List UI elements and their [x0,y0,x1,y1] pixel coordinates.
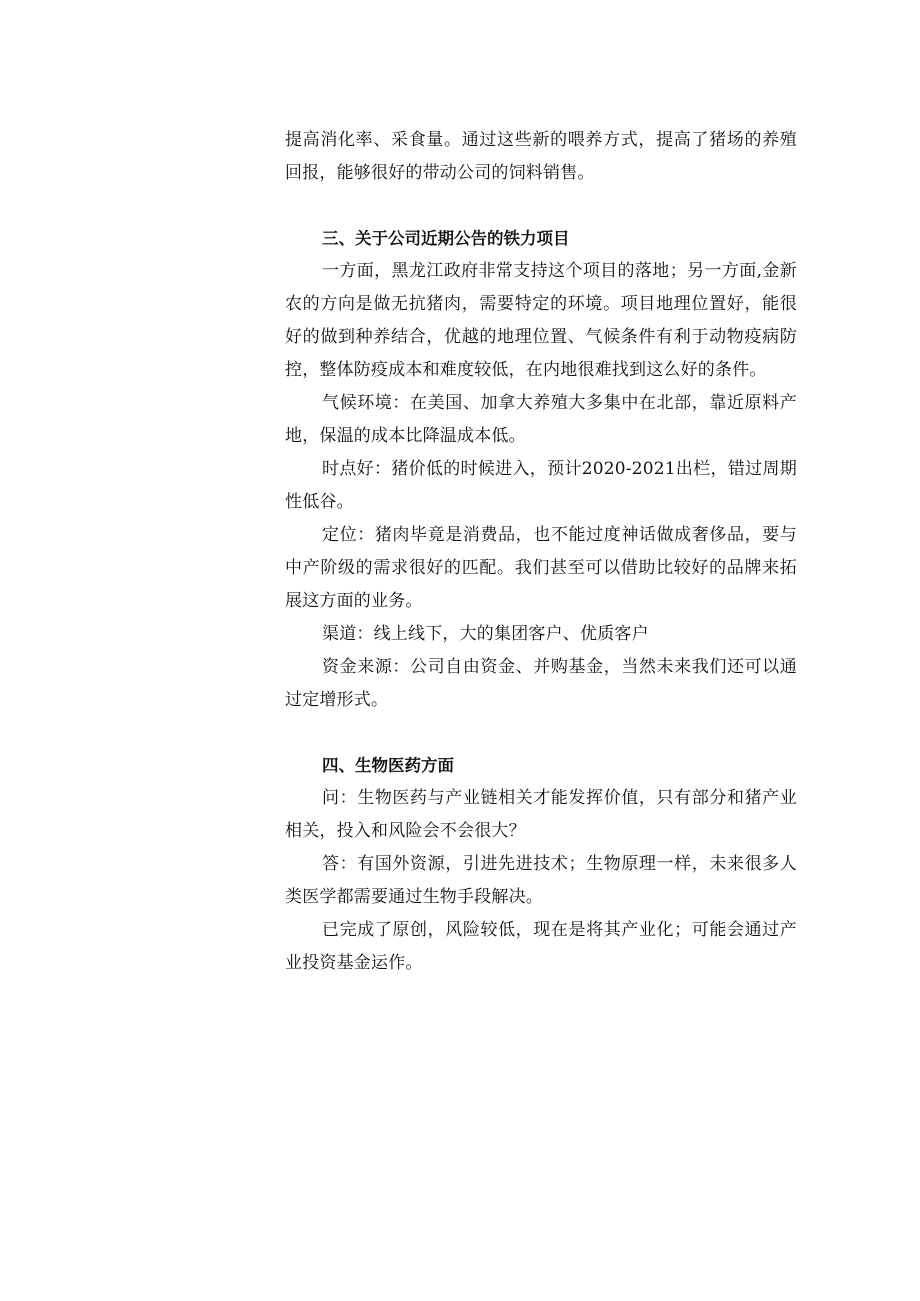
intro-paragraph: 提高消化率、采食量。通过这些新的喂养方式，提高了猪场的养殖回报，能够很好的带动公司的饲料销售。 [285,130,797,183]
section-3-paragraph: 气候环境：在美国、加拿大养殖大多集中在北部，靠近原料产地，保温的成本比降温成本低。 [285,393,797,446]
section-spacer [285,190,797,222]
section-3-heading: 三、关于公司近期公告的铁力项目 [322,229,570,248]
section-4-paragraph: 答：有国外资源，引进先进技术；生物原理一样，未来很多人类医学都需要通过生物手段解决。 [285,854,797,907]
section-3-paragraph: 渠道：线上线下，大的集团客户、优质客户 [322,624,649,644]
section-3-paragraph: 定位：猪肉毕竟是消费品，也不能过度神话做成奢侈品，要与中产阶级的需求很好的匹配。我们甚至可以借助比较好的品牌来拓展这方面的业务。 [285,525,797,611]
section-4-paragraph: 问：生物医药与产业链相关才能发挥价值，只有部分和猪产业相关，投入和风险会不会很大？ [285,788,797,841]
section-3-paragraph: 资金来源：公司自由资金、并购基金，当然未来我们还可以通过定增形式。 [285,657,797,710]
section-3-paragraph: 时点好：猪价低的时候进入，预计2020-2021出栏，错过周期性低谷。 [285,459,797,512]
document-body [285,124,797,980]
section-4-paragraph: 已完成了原创，风险较低，现在是将其产业化；可能会通过产业投资基金运作。 [285,920,797,973]
section-4-heading: 四、生物医药方面 [322,756,454,775]
section-3-paragraph: 一方面，黑龙江政府非常支持这个项目的落地；另一方面,金新农的方向是做无抗猪肉，需要特定的环境。项目地理位置好，能很好的做到种养结合，优越的地理位置、气候条件有利于动物疫病防控，整体防疫成本和难度较低，在内地很难找到这么好的条件。 [285,261,797,380]
section-spacer [285,717,797,749]
